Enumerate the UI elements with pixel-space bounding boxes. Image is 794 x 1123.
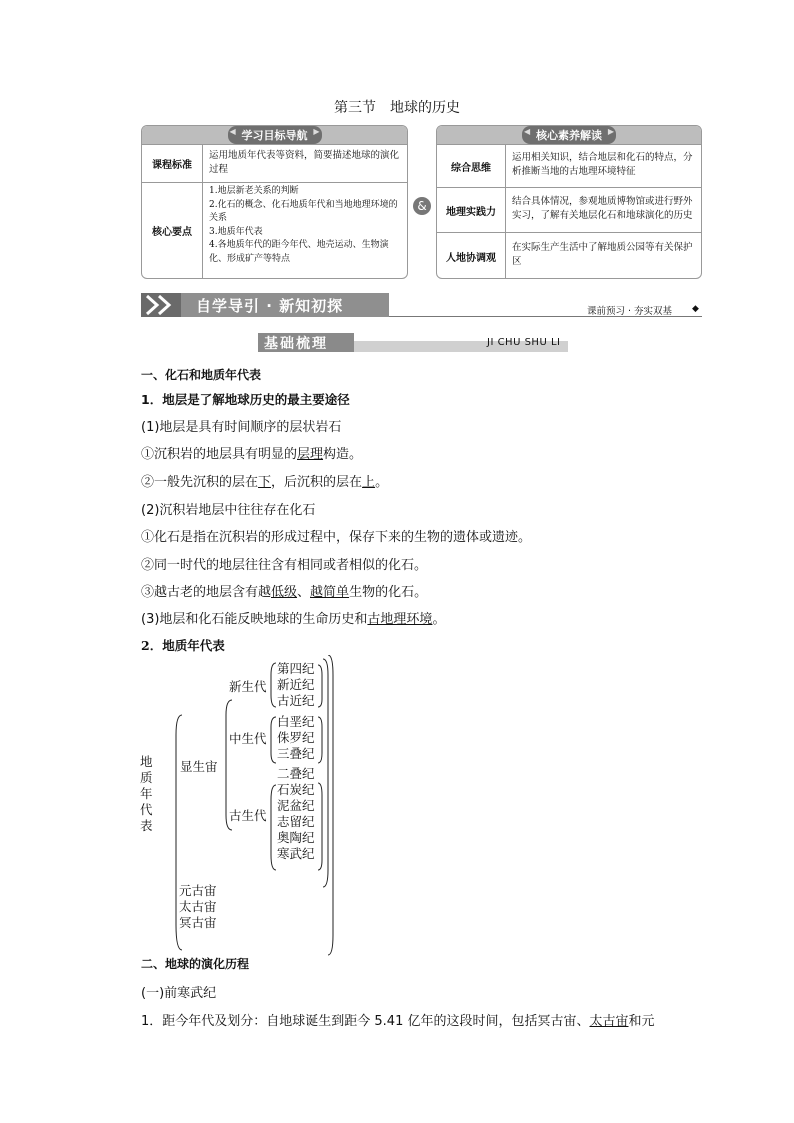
list-item: 3.地质年代表 [209, 226, 263, 237]
row-key: 地理实践力 [437, 188, 506, 232]
subheading: 1．地层是了解地球历史的最主要途径 [141, 392, 350, 407]
table-header: ◀ 学习目标导航 ▶ [228, 126, 322, 144]
diamond-icon: ◆ [692, 304, 699, 314]
tree-era: 古生代 [229, 808, 267, 823]
tree-era: 中生代 [229, 731, 267, 746]
tree-eon: 显生宙 [180, 759, 218, 774]
heading: 一、化石和地质年代表 [141, 368, 262, 382]
tree-periods-mesozoic: 白垩纪 侏罗纪 三叠纪 [277, 714, 315, 761]
tree-era: 新生代 [229, 679, 267, 694]
tree-eons-other: 元古宙 太古宙 冥古宙 [179, 883, 217, 930]
paragraph: (1)地层是具有时间顺序的层状岩石 [141, 420, 342, 435]
row-key: 课程标准 [142, 145, 203, 182]
heading: 二、地球的演化历程 [141, 957, 250, 971]
subsection-title: 基础梳理 [264, 336, 328, 352]
tree-periods-cenozoic: 第四纪 新近纪 古近纪 [277, 661, 315, 708]
chevron-right-icon [141, 293, 181, 317]
ampersand-icon: & [413, 197, 431, 215]
row-key: 人地协调观 [437, 233, 506, 279]
section-banner-subtitle: 课前预习 · 夯实双基 [587, 306, 673, 317]
list-item: 2.化石的概念、化石地质年代和当地地理环境的关系 [209, 199, 398, 223]
table-header: ◀ 核心素养解读 ▶ [522, 126, 616, 144]
paragraph: ①化石是指在沉积岩的形成过程中，保存下来的生物的遗体或遗迹。 [141, 530, 532, 545]
learning-objectives-table [141, 125, 408, 279]
paragraph: (一)前寒武纪 [141, 986, 217, 1001]
paragraph: ①沉积岩的地层具有明显的层理构造。 [141, 447, 363, 462]
tree-periods-paleozoic: 二叠纪 石炭纪 泥盆纪 志留纪 奥陶纪 寒武纪 [277, 766, 315, 861]
row-value: 在实际生产生活中了解地质公园等有关保护区 [512, 242, 693, 267]
row-key: 核心要点 [142, 183, 203, 278]
paragraph: ③越古老的地层含有越低级、越简单生物的化石。 [141, 585, 428, 600]
row-value: 运用地质年代表等资料，简要描述地球的演化过程 [209, 150, 400, 175]
list-item: 1.地层新老关系的判断 [209, 186, 299, 196]
section-banner-title: 自学导引 · 新知初探 [196, 297, 344, 315]
subheading: 2．地质年代表 [141, 638, 225, 653]
tree-root: 地 质 年 代 表 [140, 754, 153, 833]
key-points-list [203, 183, 407, 278]
subsection-pinyin: JI CHU SHU LI [487, 337, 561, 348]
row-value: 结合具体情况，参观地质博物馆或进行野外实习，了解有关地层化石和地球演化的历史 [512, 196, 693, 221]
row-value: 运用相关知识，结合地层和化石的特点，分析推断当地的古地理环境特征 [512, 152, 693, 177]
row-key: 综合思维 [437, 145, 506, 187]
page-title: 第三节 地球的历史 [334, 100, 460, 116]
paragraph: (3)地层和化石能反映地球的生命历史和古地理环境。 [141, 612, 446, 627]
list-item: 4.各地质年代的距今年代、地壳运动、生物演化、形成矿产等特点 [209, 240, 389, 264]
paragraph: (2)沉积岩地层中往往存在化石 [141, 503, 316, 518]
core-literacy-table [436, 125, 702, 279]
paragraph: 1．距今年代及划分：自地球诞生到距今 5.41 亿年的这段时间，包括冥古宙、太古宙和元 [141, 1014, 655, 1029]
paragraph: ②一般先沉积的层在下，后沉积的层在上。 [141, 475, 389, 490]
paragraph: ②同一时代的地层往往含有相同或者相似的化石。 [141, 558, 428, 573]
